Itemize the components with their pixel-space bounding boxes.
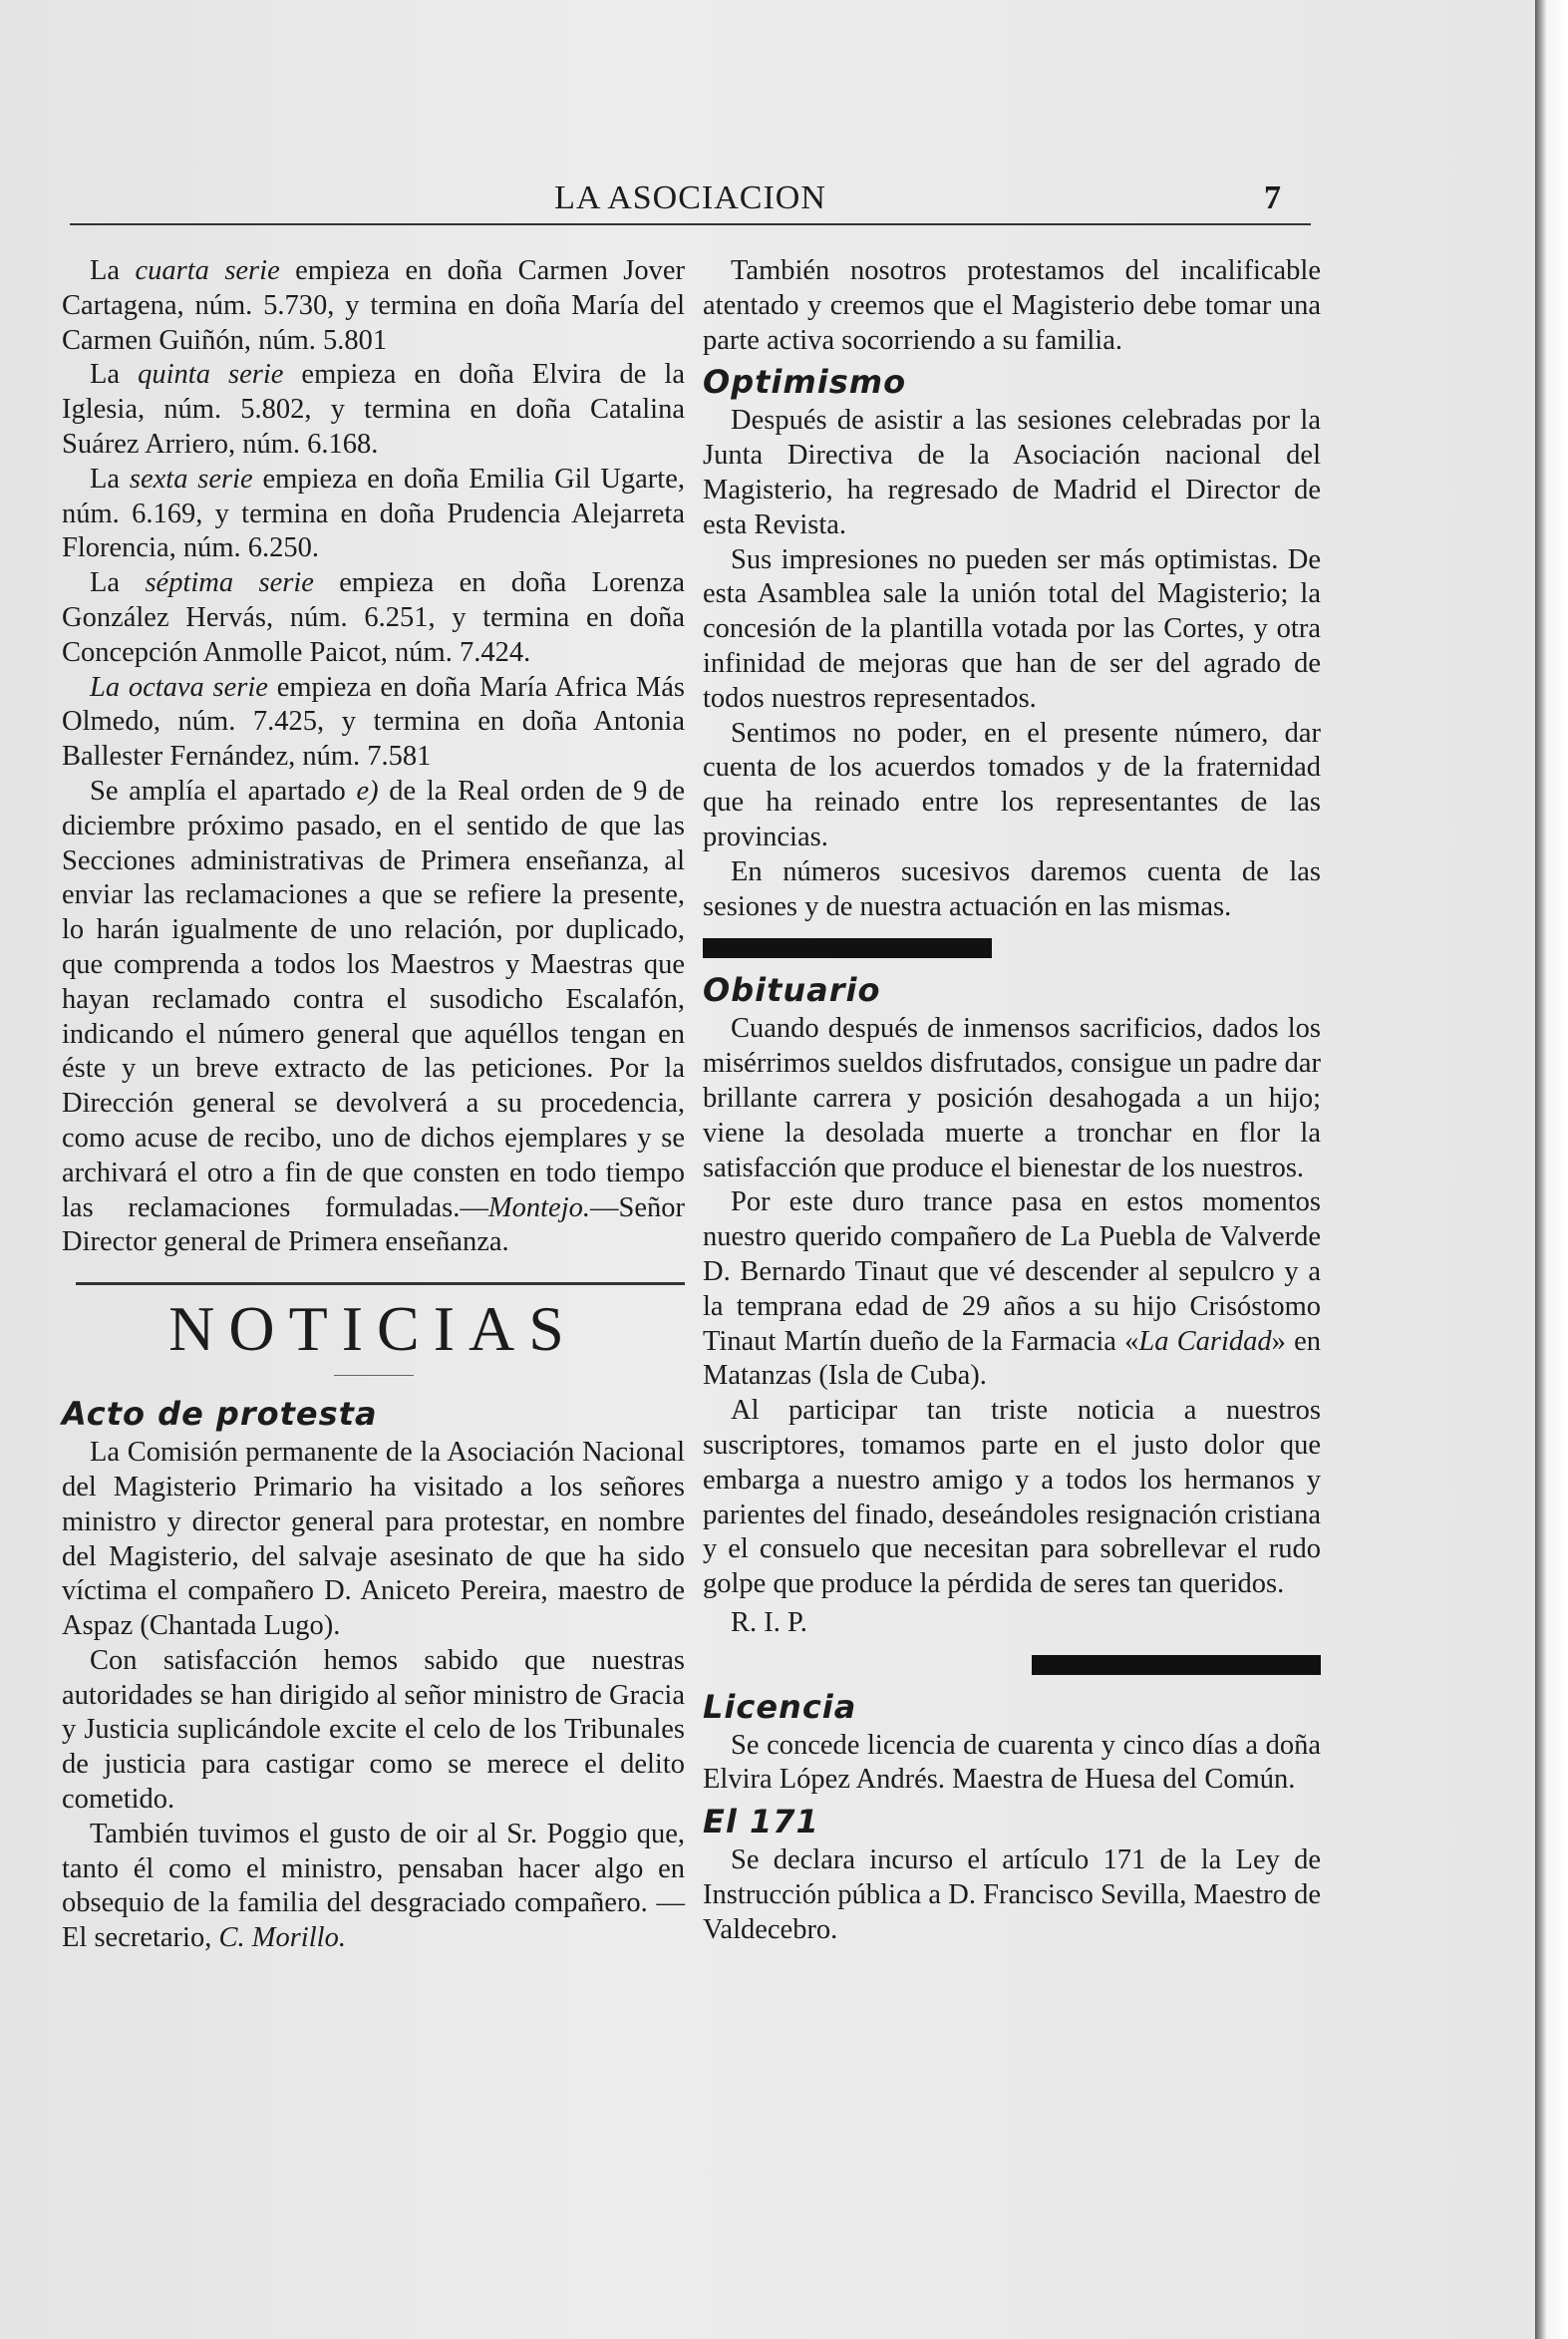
acto-protesta-heading: Acto de protesta	[62, 1395, 378, 1434]
licencia-paragraph: Se concede licencia de cuarenta y cinco días a doña Elvira López Andrés. Maestra de Huesa del Común.	[703, 1729, 1321, 1796]
section-bar	[1032, 1655, 1321, 1675]
licencia-heading: Licencia	[703, 1687, 857, 1726]
paragraph-quinta-serie: La quinta serie empieza en doña Elvira de la Iglesia, núm. 5.802, y termina en doña Catalina Suárez Arriero, núm. 6.168.	[62, 359, 685, 460]
acto-paragraph-3: También tuvimos el gusto de oir al Sr. Poggio que, tanto él como el ministro, pensaban hacer algo en obsequio de la familia del desgraciado compañero. —El secretario, C. Morillo.	[62, 1818, 685, 1954]
obituario-paragraph-1: Cuando después de inmensos sacrificios, dados los misérrimos sueldos disfrutados, consigue un padre dar brillante carrera y posición desahogada a un hijo; viene la desolada muerte a tronchar en flor la satisfacción que produce el bienestar de los nuestros.	[703, 1013, 1321, 1183]
optimismo-paragraph-1: Después de asistir a las sesiones celebradas por la Junta Directiva de la Asociación nacional del Magisterio, ha regresado de Madrid el Director de esta Revista.	[703, 405, 1321, 540]
page-edge	[1535, 0, 1568, 2339]
acto-paragraph-1: La Comisión permanente de la Asociación Nacional del Magisterio Primario ha visitado a los señores ministro y director general para protestar, en nombre del Magisterio, del salvaje asesinato de que ha sido víctima el compañero D. Aniceto Pereira, maestro de Aspaz (Chantada Lugo).	[62, 1437, 685, 1642]
obituario-heading: Obituario	[703, 971, 881, 1010]
protest-continuation: También nosotros protestamos del incalificable atentado y creemos que el Magisterio debe tomar una parte activa socorriendo a su familia.	[703, 255, 1321, 356]
small-divider	[334, 1375, 414, 1376]
page-number: 7	[1264, 179, 1281, 216]
el-171-heading: El 171	[703, 1803, 819, 1841]
optimismo-paragraph-2: Sus impresiones no pueden ser más optimistas. De esta Asamblea sale la unión total del Magisterio; la concesión de la plantilla votada por las Cortes, y otra infinidad de mejoras que han de ser del agrado de todos nuestros representados.	[703, 543, 1321, 714]
paragraph-sexta-serie: La sexta serie empieza en doña Emilia Gil Ugarte, núm. 6.169, y termina en doña Prudencia Alejarreta Florencia, núm. 6.250.	[62, 463, 685, 564]
section-bar	[703, 938, 992, 958]
left-column	[62, 254, 685, 1956]
page-header	[70, 179, 1311, 225]
optimismo-paragraph-3: Sentimos no poder, en el presente número, dar cuenta de los acuerdos tomados y de la fraternidad que ha reinado entre los representantes de las provincias.	[703, 717, 1321, 852]
obituario-paragraph-3: Al participar tan triste noticia a nuestros suscriptores, tomamos parte en el justo dolor que embarga a nuestro amigo y a todos los hermanos y parientes del finado, deseándoles resignación cristiana y el consuelo que necesitan para sobrellevar el rudo golpe que produce la pérdida de seres tan queridos.	[703, 1395, 1321, 1600]
rip-line: R. I. P.	[731, 1606, 807, 1638]
section-divider	[76, 1282, 685, 1285]
noticias-heading: NOTICIAS	[168, 1293, 578, 1365]
acto-paragraph-2: Con satisfacción hemos sabido que nuestras autoridades se han dirigido al señor ministro de Gracia y Justicia suplicándole excite el celo de los Tribunales de justicia para castigar como se merece el delito cometido.	[62, 1644, 685, 1816]
obituario-paragraph-2: Por este duro trance pasa en estos momentos nuestro querido compañero de La Puebla de Valverde D. Bernardo Tinaut que vé descender al sepulcro y a la temprana edad de 29 años a su hijo Crisóstomo Tinaut Martín dueño de la Farmacia «La Caridad» en Matanzas (Isla de Cuba).	[703, 1186, 1321, 1392]
publication-title: LA ASOCIACION	[554, 179, 826, 216]
paragraph-septima-serie: La séptima serie empieza en doña Lorenza González Hervás, núm. 6.251, y termina en doña Concepción Anmolle Paicot, núm. 7.424.	[62, 567, 686, 668]
el-171-paragraph: Se declara incurso el artículo 171 de la Ley de Instrucción pública a D. Francisco Sevilla, Maestro de Valdecebro.	[703, 1844, 1321, 1945]
paragraph-real-orden: Se amplía el apartado e) de la Real orden de 9 de diciembre próximo pasado, en el sentido de que las Secciones administrativas de Primera enseñanza, al enviar las reclamaciones a que se refiere la presente, lo harán igualmente de uno relación, por duplicado, que comprenda a todos los Maestros y Maestras que hayan reclamado contra el susodicho Escalafón, indicando el número general que aquéllos tengan en éste y un breve extracto de las peticiones. Por la Dirección general se devolverá a su procedencia, como acuse de recibo, uno de dichos ejemplares y se archivará el otro a fin de que consten en todo tiempo las reclamaciones formuladas.—Montejo.—Señor Director general de Primera enseñanza.	[62, 775, 685, 1258]
optimismo-heading: Optimismo	[703, 363, 907, 402]
paragraph-cuarta-serie: La cuarta serie empieza en doña Carmen Jover Cartagena, núm. 5.730, y termina en doña María del Carmen Guiñón, núm. 5.801	[62, 255, 686, 356]
right-column	[703, 254, 1321, 1948]
paragraph-octava-serie: La octava serie empieza en doña María Africa Más Olmedo, núm. 7.425, y termina en doña Antonia Ballester Fernández, núm. 7.581	[62, 671, 686, 773]
optimismo-paragraph-4: En números sucesivos daremos cuenta de las sesiones y de nuestra actuación en las mismas.	[703, 855, 1321, 922]
